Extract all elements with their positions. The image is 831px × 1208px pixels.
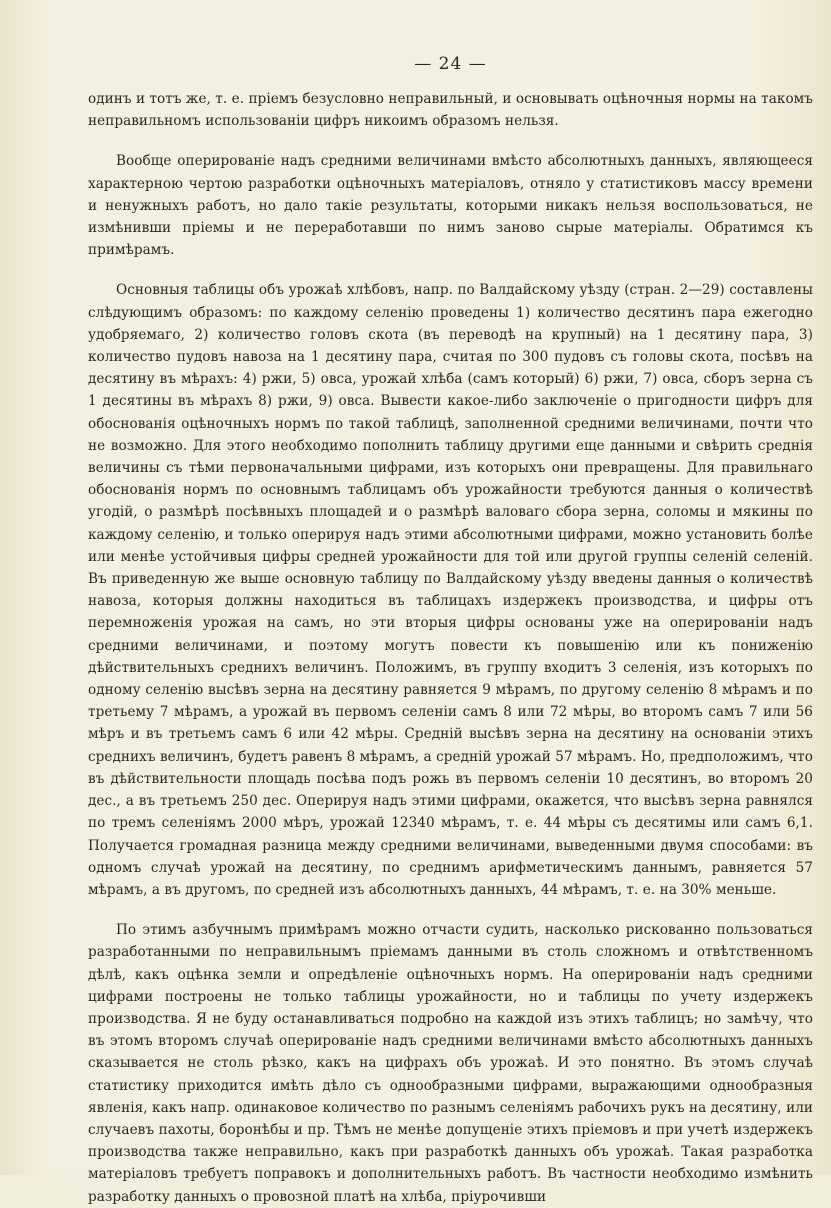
paragraph-continuation: одинъ и тотъ же, т. е. пріемъ безусловно неправильный, и основывать оцѣночныя нормы на такомъ неправильномъ использованіи цифръ никоимъ образомъ нельзя. xyxy=(88,91,813,130)
paragraph-gap xyxy=(88,901,813,919)
page-number: — 24 — xyxy=(414,54,487,74)
paragraph-gap xyxy=(88,132,813,150)
paragraph-conclusion: По этимъ азбучнымъ примѣрамъ можно отчасти судить, насколько рискованно пользоваться разработанными по неправильнымъ пріемамъ данными въ столь сложномъ и отвѣтственномъ дѣлѣ, какъ оцѣнка земли и опредѣленіе оцѣночныхъ нормъ. На оперированіи надъ средними цифрами построены не только таблицы урожайности, но и таблицы по учету издержекъ производства. Я не буду останавливаться подробно на каждой изъ этихъ таблицъ; но замѣчу, что въ этомъ второмъ случаѣ оперированіе надъ средними величинами вмѣсто абсолютныхъ данныхъ сказывается не столь рѣзко, какъ на цифрахъ объ урожаѣ. И это понятно. Въ этомъ случаѣ статистику приходится имѣть дѣло съ однообразными цифрами, выражающими однообразныя явленія, какъ напр. одинаковое количество по разнымъ селеніямъ рабочихъ рукъ на десятину, или случаевъ пахоты, боронѣбы и пр. Тѣмъ не менѣе допущеніе этихъ пріемовъ и при учетѣ издержекъ производства также неправильно, какъ при разработкѣ данныхъ объ урожаѣ. Такая разработка матеріаловъ требуетъ поправокъ и дополнительныхъ работъ. Въ частности необходимо измѣнить разработку данныхъ о провозной платѣ на хлѣба, пріурочивши xyxy=(88,922,813,1205)
paragraph-gap xyxy=(88,261,813,279)
paragraph-averages-critique: Вообще оперированіе надъ средними величинами вмѣсто абсолютныхъ данныхъ, являющееся характерною чертою разработки оцѣночныхъ матеріаловъ, отняло у статистиковъ массу времени и ненужныхъ работъ, но дало такіе результаты, которыми никакъ нельзя воспользоваться, не измѣнивши пріемы и не переработавши по нимъ заново сырые матеріалы. Обратимся къ примѣрамъ. xyxy=(88,153,813,259)
paragraph-valdai-tables: Основныя таблицы объ урожаѣ хлѣбовъ, напр. по Валдайскому уѣзду (стран. 2—29) составлены слѣдующимъ образомъ: по каждому селенію проведены 1) количество десятинъ пара ежегодно удобряемаго, 2) количество головъ скота (въ переводѣ на крупный) на 1 десятину пара, 3) количество пудовъ навоза на 1 десятину пара, считая по 300 пудовъ съ головы скота, посѣвъ на десятину въ мѣрахъ: 4) ржи, 5) овса, урожай хлѣба (самъ который) 6) ржи, 7) овса, сборъ зерна съ 1 десятины въ мѣрахъ 8) ржи, 9) овса. Вывести какое-либо заключеніе о пригодности цифръ для обоснованія оцѣночныхъ нормъ по такой таблицѣ, заполненной средними величинами, почти что не возможно. Для этого необходимо пополнить таблицу другими еще данными и свѣрить среднія величины съ тѣми первоначальными цифрами, изъ которыхъ они превращены. Для правильнаго обоснованія нормъ по основнымъ таблицамъ объ урожайности требуются данныя о количествѣ угодій, о размѣрѣ посѣвныхъ площадей и о размѣрѣ валоваго сбора зерна, соломы и мякины по каждому селенію, и только оперируя надъ этими абсолютными цифрами, можно установить болѣе или менѣе устойчивыя цифры средней урожайности для той или другой группы селеній селеній. Въ приведенную же выше основную таблицу по Валдайскому уѣзду введены данныя о количествѣ навоза, которыя должны находиться въ таблицахъ издержекъ производства, и цифры отъ перемноженія урожая на самъ, но эти вторыя цифры основаны уже на оперированіи надъ средними величинами, и поэтому могутъ повести къ повышенію или къ пониженію дѣйствительныхъ среднихъ величинъ. Положимъ, въ группу входитъ 3 селенія, изъ которыхъ по одному селенію высѣвъ зерна на десятину равняется 9 мѣрамъ, по другому селенію 8 мѣрамъ и по третьему 7 мѣрамъ, а урожай въ первомъ селеніи самъ 8 или 72 мѣры, во второмъ самъ 7 или 56 мѣръ и въ третьемъ самъ 6 или 42 мѣры. Средній высѣвъ зерна на десятину на основаніи этихъ среднихъ величинъ, будетъ равенъ 8 мѣрамъ, а средній урожай 57 мѣрамъ. Но, предположимъ, что въ дѣйствительности площадь посѣва подъ рожь въ первомъ селеніи 10 десятинъ, во второмъ 20 дес., а въ третьемъ 250 дес. Оперируя надъ этими цифрами, окажется, что высѣвъ зерна равнялся по тремъ селеніямъ 2000 мѣръ, урожай 12340 мѣрамъ, т. е. 44 мѣры съ десятимы или самъ 6,1. Получается громадная разница между средними величинами, выведенными двумя способами: въ одномъ случаѣ урожай на десятину, по среднимъ арифметическимъ даннымъ, равняется 57 мѣрамъ, а въ другомъ, по средней изъ абсолютныхъ данныхъ, 44 мѣрамъ, т. е. на 30% меньше. xyxy=(88,282,813,898)
